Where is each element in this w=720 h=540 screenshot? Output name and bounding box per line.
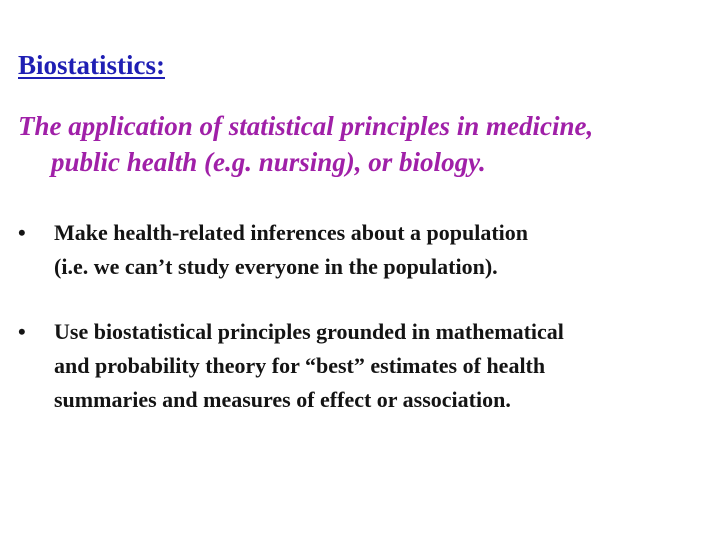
definition-line-2: public health (e.g. nursing), or biology. xyxy=(51,147,486,177)
bullet-marker: • xyxy=(18,319,26,344)
slide-heading: Biostatistics: xyxy=(18,50,165,80)
bullet-line: Make health-related inferences about a population xyxy=(54,220,529,245)
bullet-line: Use biostatistical principles grounded in mathematical xyxy=(54,319,564,344)
bullet-line: summaries and measures of effect or association. xyxy=(54,387,511,412)
bullet-item-inferences xyxy=(18,216,708,284)
bullet-marker: • xyxy=(18,220,26,245)
bullet-line: and probability theory for “best” estimates of health xyxy=(54,353,546,378)
bullet-text xyxy=(54,315,708,417)
bullet-item-principles xyxy=(18,315,708,417)
bullet-line: (i.e. we can’t study everyone in the population). xyxy=(54,254,498,279)
bullet-text xyxy=(54,216,708,284)
definition-line-1: The application of statistical principles in medicine, xyxy=(18,111,594,141)
